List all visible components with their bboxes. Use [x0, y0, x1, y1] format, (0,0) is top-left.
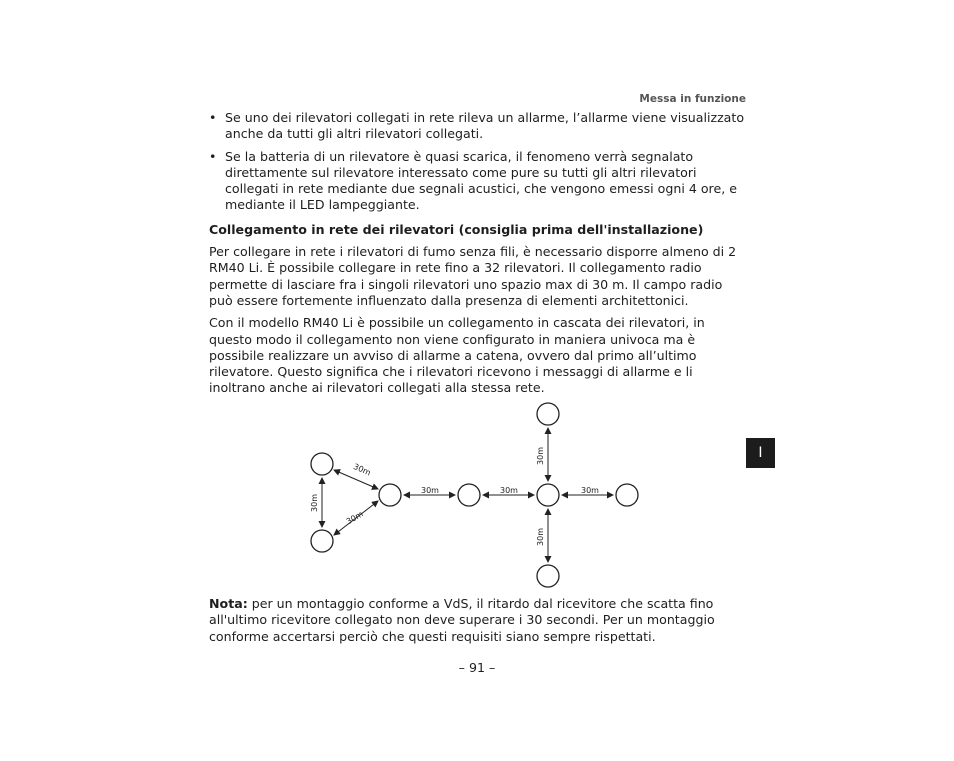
connection-arrow: [334, 470, 378, 489]
section-heading: Collegamento in rete dei rilevatori (consiglia prima dell'installazione): [209, 221, 704, 237]
distance-label: 30m: [581, 486, 599, 495]
distance-label: 30m: [536, 447, 545, 465]
distance-label: 30m: [536, 528, 545, 546]
detector-node: [537, 484, 559, 506]
distance-label: 30m: [421, 486, 439, 495]
detector-node: [311, 530, 333, 552]
note-text: per un montaggio conforme a VdS, il ritardo dal ricevitore che scatta fino all'ultimo ricevitore collegato non deve superare i 30 secondi. Per un montaggio conforme accertarsi perciò che questi requisiti siano sempre rispettati.: [209, 596, 715, 644]
language-tab: I: [746, 438, 775, 468]
detector-node: [537, 403, 559, 425]
detector-node: [311, 453, 333, 475]
note-label: Nota:: [209, 596, 248, 611]
bullet-dot: •: [209, 110, 217, 125]
detector-node: [458, 484, 480, 506]
distance-label: 30m: [344, 509, 365, 527]
page-number: – 91 –: [458, 660, 496, 675]
detector-node: [379, 484, 401, 506]
distance-label: 30m: [310, 494, 319, 512]
detector-node: [537, 565, 559, 587]
bullet-text: Se uno dei rilevatori collegati in rete rileva un allarme, l’allarme viene visualizzato anche da tutti gli altri rilevatori collegati.: [225, 110, 745, 142]
paragraph: Con il modello RM40 Li è possibile un collegamento in cascata dei rilevatori, in questo modo il collegamento non viene configurato in maniera univoca ma è possibile realizzare un avviso di allarme a catena, ovvero dal primo all’ultimo rilevatore. Questo significa che i rilevatori ricevono i messaggi di allarme e li inoltrano anche ai rilevatori collegati alla stessa rete.: [209, 315, 705, 396]
note-paragraph: [209, 596, 749, 645]
paragraph: Per collegare in rete i rilevatori di fumo senza fili, è necessario disporre almeno di 2 RM40 Li. È possibile collegare in rete fino a 32 rilevatori. Il collegamento radio permette di lasciare fra i singoli rilevatori uno spazio max di 30 m. Il campo radio può essere fortemente influenzato dalla presenza di elementi architettonici.: [209, 244, 737, 308]
distance-label: 30m: [500, 486, 518, 495]
bullet-dot: •: [209, 148, 217, 164]
section-header: Messa in funzione: [639, 93, 746, 105]
detector-node: [616, 484, 638, 506]
distance-label: 30m: [351, 461, 373, 478]
bullet-text: Se la batteria di un rilevatore è quasi scarica, il fenomeno verrà segnalato direttamente sul rilevatore interessato come pure su tutti gli altri rilevatori collegati in rete mediante due segnali acustici, che vengono emessi ogni 4 ore, e mediante il LED lampeggiante.: [225, 148, 737, 213]
